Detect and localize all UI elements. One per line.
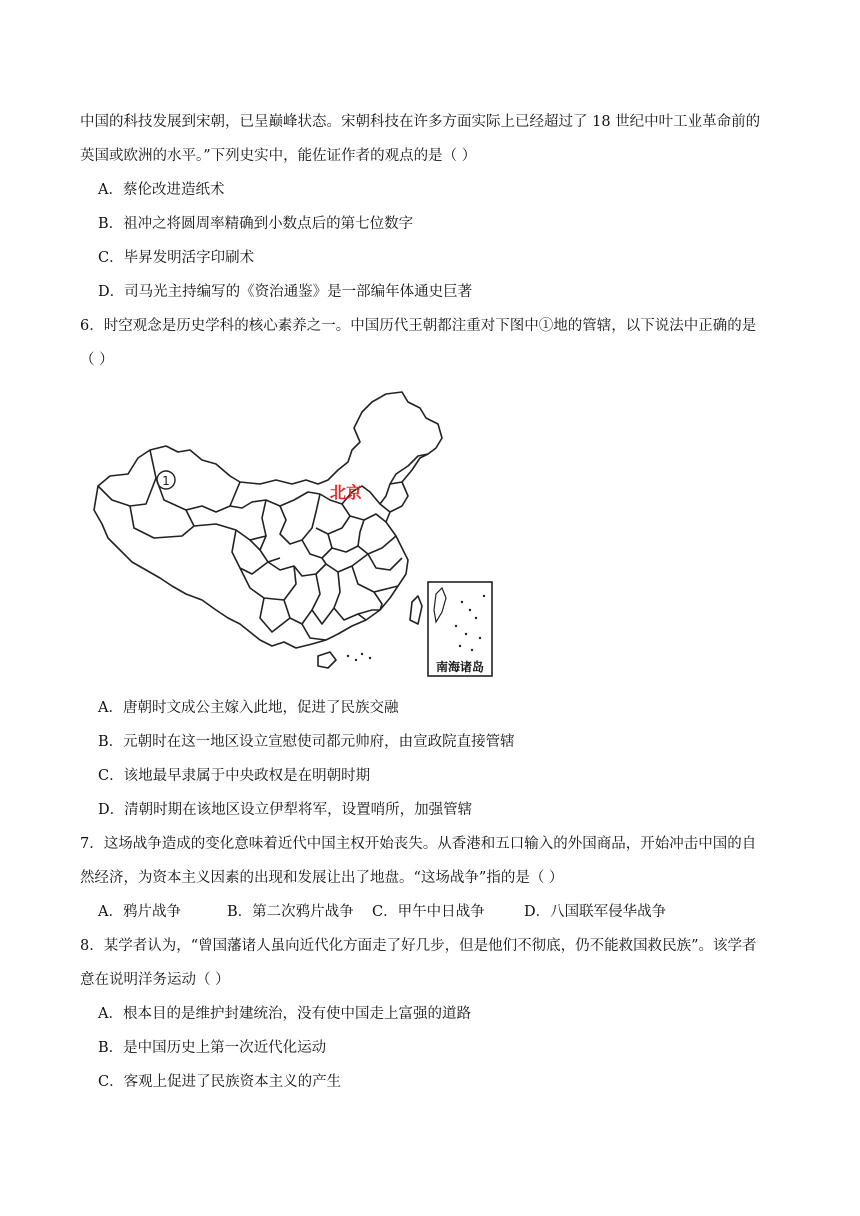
q7-option-c: C．甲午中日战争: [372, 904, 485, 920]
q6-stem-line2: （ ）: [80, 352, 114, 368]
q5-option-d: D．司马光主持编写的《资治通鉴》是一部编年体通史巨著: [98, 284, 473, 300]
q6-option-a: A．唐朝时文成公主嫁入此地，促进了民族交融: [98, 700, 399, 716]
taiwan-outline: [410, 596, 422, 624]
q8-option-c: C．客观上促进了民族资本主义的产生: [98, 1074, 342, 1090]
q7-option-b: B．第二次鸦片战争: [227, 904, 354, 920]
q7-option-d: D．八国联军侵华战争: [524, 904, 667, 920]
q6-option-d: D．清朝时期在该地区设立伊犁将军，设置哨所，加强管辖: [98, 802, 473, 818]
q7-stem-line1: 7．这场战争造成的变化意味着近代中国主权开始丧失。从香港和五口输入的外国商品，开始冲击中国的自: [80, 836, 757, 852]
region-marker-number: 1: [162, 474, 170, 488]
q5-option-b: B．祖冲之将圆周率精确到小数点后的第七位数字: [98, 216, 414, 232]
q7-option-a: A．鸦片战争: [98, 904, 181, 920]
q6-option-c: C．该地最早隶属于中央政权是在明朝时期: [98, 768, 371, 784]
beijing-label: 北京: [330, 483, 363, 502]
china-map: [90, 388, 510, 680]
q8-stem-line1: 8．某学者认为，“曾国藩诸人虽向近代化方面走了好几步，但是他们不彻底，仍不能救国救民族”。该学者: [80, 938, 757, 954]
q5-stem-line1: 中国的科技发展到宋朝，已呈巅峰状态。宋朝科技在许多方面实际上已经超过了 18 世纪中叶工业革命前的: [80, 114, 761, 130]
q5-stem-line2: 英国或欧洲的水平。”下列史实中，能佐证作者的观点的是（ ）: [80, 148, 477, 164]
china-outline: [94, 392, 442, 648]
hainan-outline: [318, 652, 336, 668]
q8-stem-line2: 意在说明洋务运动（ ）: [80, 972, 230, 988]
q7-options-row: [98, 902, 666, 922]
q8-option-a: A．根本目的是维护封建统治，没有使中国走上富强的道路: [98, 1006, 471, 1022]
q7-stem-line2: 然经济，为资本主义因素的出现和发展让出了地盘。“这场战争”指的是（ ）: [80, 870, 564, 886]
q5-option-a: A．蔡伦改进造纸术: [98, 182, 225, 198]
q6-stem-line1: 6．时空观念是历史学科的核心素养之一。中国历代王朝都注重对下图中①地的管辖，以下说法中正确的是: [80, 318, 757, 334]
q6-option-b: B．元朝时在这一地区设立宣慰使司都元帅府，由宣政院直接管辖: [98, 734, 515, 750]
inset-label: 南海诸岛: [435, 660, 485, 674]
q8-option-b: B．是中国历史上第一次近代化运动: [98, 1040, 327, 1056]
q5-option-c: C．毕昇发明活字印刷术: [98, 250, 255, 266]
